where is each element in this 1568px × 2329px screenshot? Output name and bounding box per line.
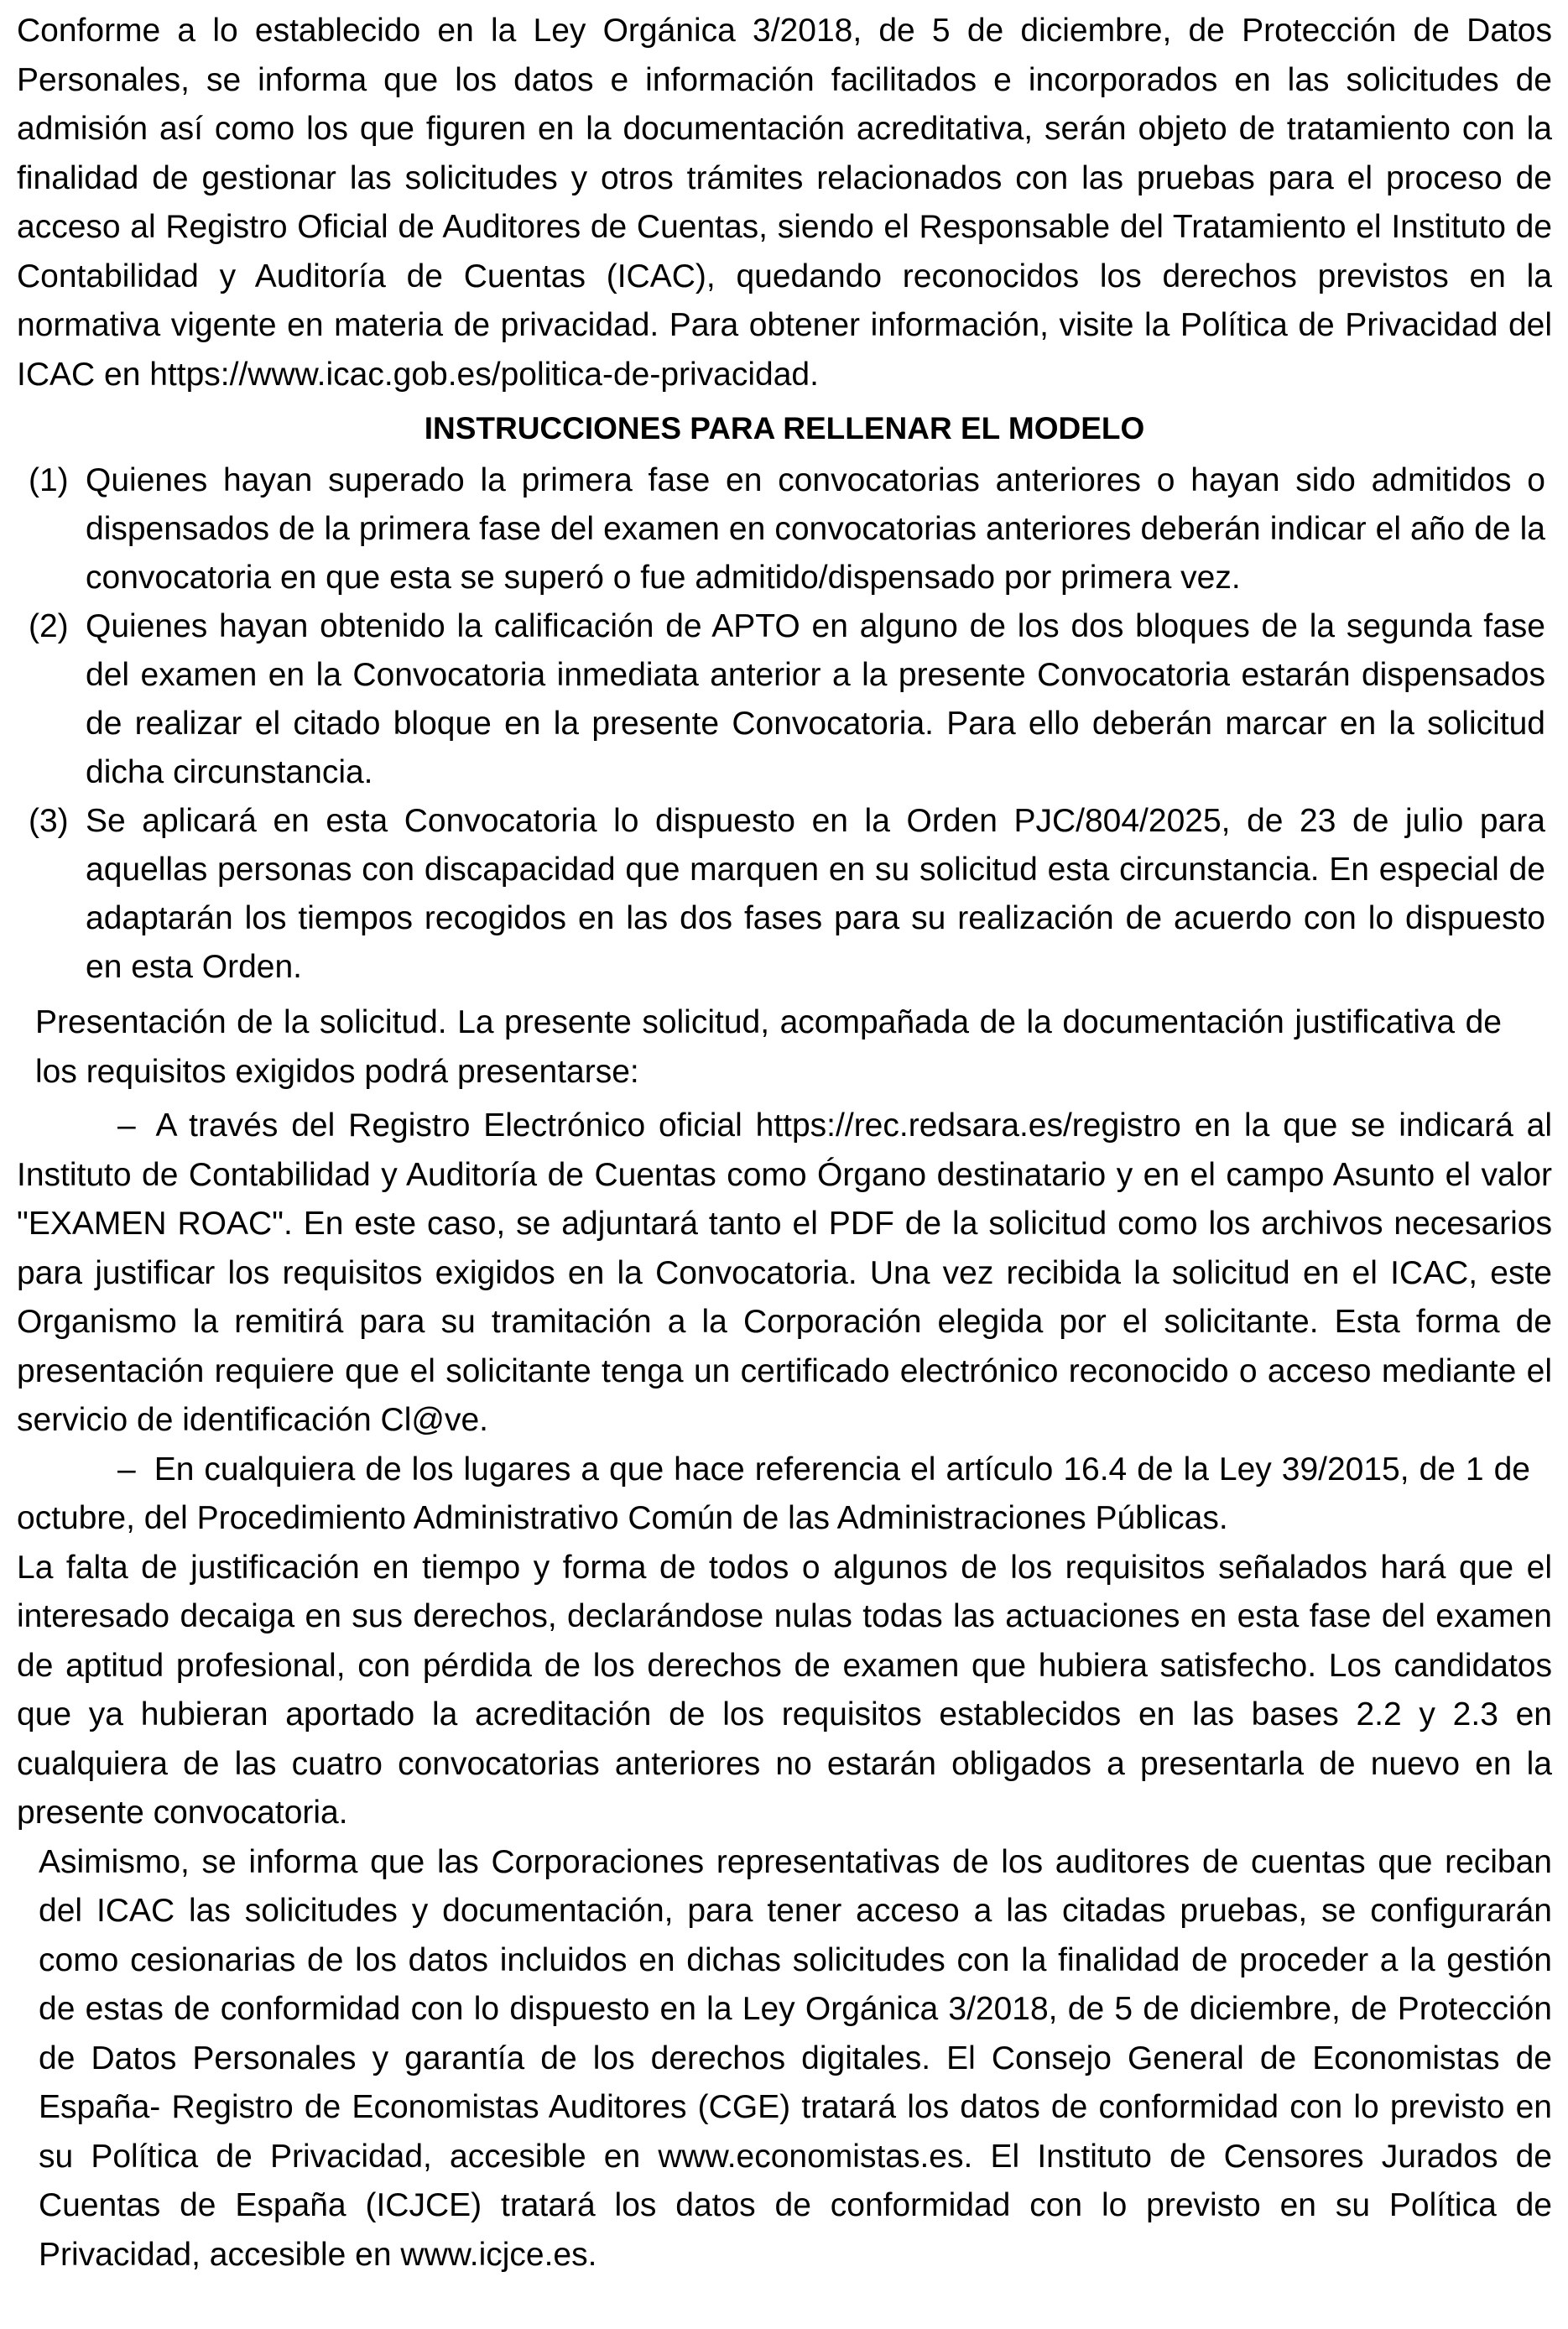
instruction-text: Quienes hayan superado la primera fase en convocatorias anteriores o hayan sido admitidos o dispensados de la primera fase del examen en convocatorias anteriores deberán indicar el año de la convocatoria en que esta se superó o fue admitido/dispensado por primera vez. — [86, 462, 1545, 596]
instruction-text: Quienes hayan obtenido la calificación de APTO en alguno de los dos bloques de la segunda fase del examen en la Convocatoria inmediata anterior a la presente Convocatoria estarán dispensados de realizar el citado bloque en la presente Convocatoria. Para ello deberán marcar en la solicitud dicha circunstancia. — [86, 608, 1545, 790]
option-text: A través del Registro Electrónico oficial https://rec.redsara.es/registro en la que se indicará al Instituto de Contabilidad y Auditoría de Cuentas como Órgano destinatario y en el campo Asunto el valor "EXAMEN ROAC". En este caso, se adjuntará tanto el PDF de la solicitud como los archivos necesarios para justificar los requisitos exigidos en la Convocatoria. Una vez recibida la solicitud en el ICAC, este Organismo la remitirá para su tramitación a la Corporación elegida por el solicitante. Esta forma de presentación requiere que el solicitante tenga un certificado electrónico reconocido o acceso mediante el servicio de identificación Cl@ve. — [17, 1107, 1553, 1438]
presentation-paragraph: Presentación de la solicitud. La presente solicitud, acompañada de la documentación justificativa de los requisitos exigidos podrá presentarse: — [35, 1004, 1502, 1090]
data-transfer-paragraph: Asimismo, se informa que las Corporaciones representativas de los auditores de cuentas que reciban del ICAC las solicitudes y documentación, para tener acceso a las citadas pruebas, se configurarán como cesionarias de los datos incluidos en dichas solicitudes con la finalidad de proceder a la gestión de estas de conformidad con lo dispuesto en la Ley Orgánica 3/2018, de 5 de diciembre, de Protección de Datos Personales y garantía de los derechos digitales. El Consejo General de Economistas de España- Registro de Economistas Auditores (CGE) tratará los datos de conformidad con lo previsto en su Política de Privacidad, accesible en www.economistas.es. El Instituto de Censores Jurados de Cuentas de España (ICJCE) tratará los datos de conformidad con lo previsto en su Política de Privacidad, accesible en www.icjce.es. — [39, 1843, 1552, 2273]
justification-paragraph: La falta de justificación en tiempo y forma de todos o algunos de los requisitos señalados hará que el interesado decaiga en sus derechos, declarándose nulas todas las actuaciones en esta fase del examen de aptitud profesional, con pérdida de los derechos de examen que hubiera satisfecho. Los candidatos que ya hubieran aportado la acreditación de los requisitos establecidos en las bases 2.2 y 2.3 en cualquiera de las cuatro convocatorias anteriores no estarán obligados a presentarla de nuevo en la presente convocatoria. — [17, 1549, 1552, 1831]
option-electronic-registry — [17, 1102, 1552, 1446]
option-other-places — [17, 1446, 1552, 1544]
instruction-number: (1) — [29, 462, 69, 498]
instruction-item-1 — [17, 456, 1552, 602]
instructions-heading: INSTRUCCIONES PARA RELLENAR EL MODELO — [424, 411, 1145, 445]
document-page — [17, 7, 1552, 2280]
instruction-item-2 — [17, 602, 1552, 797]
privacy-notice-paragraph: Conforme a lo establecido en la Ley Orgánica 3/2018, de 5 de diciembre, de Protección de Datos Personales, se informa que los datos e información facilitados e incorporados en las solicitudes de admisión así como los que figuren en la documentación acreditativa, serán objeto de tratamiento con la finalidad de gestionar las solicitudes y otros trámites relacionados con las pruebas para el proceso de acceso al Registro Oficial de Auditores de Cuentas, siendo el Responsable del Tratamiento el Instituto de Contabilidad y Auditoría de Cuentas (ICAC), quedando reconocidos los derechos previstos en la normativa vigente en materia de privacidad. Para obtener información, visite la Política de Privacidad del ICAC en https://www.icac.gob.es/politica-de-privacidad. — [17, 13, 1552, 393]
instruction-number: (3) — [29, 803, 69, 839]
dash-marker: – — [117, 1107, 136, 1144]
option-text: En cualquiera de los lugares a que hace referencia el artículo 16.4 de la Ley 39/2015, de 1 de octubre, del Procedimiento Administrativo Común de las Administraciones Públicas. — [17, 1451, 1530, 1536]
instruction-text: Se aplicará en esta Convocatoria lo dispuesto en la Orden PJC/804/2025, de 23 de julio para aquellas personas con discapacidad que marquen en su solicitud esta circunstancia. En especial de adaptarán los tiempos recogidos en las dos fases para su realización de acuerdo con lo dispuesto en esta Orden. — [86, 803, 1545, 985]
dash-marker: – — [117, 1451, 136, 1488]
instruction-number: (2) — [29, 608, 69, 644]
instruction-item-3 — [17, 797, 1552, 992]
instructions-list — [17, 456, 1552, 992]
